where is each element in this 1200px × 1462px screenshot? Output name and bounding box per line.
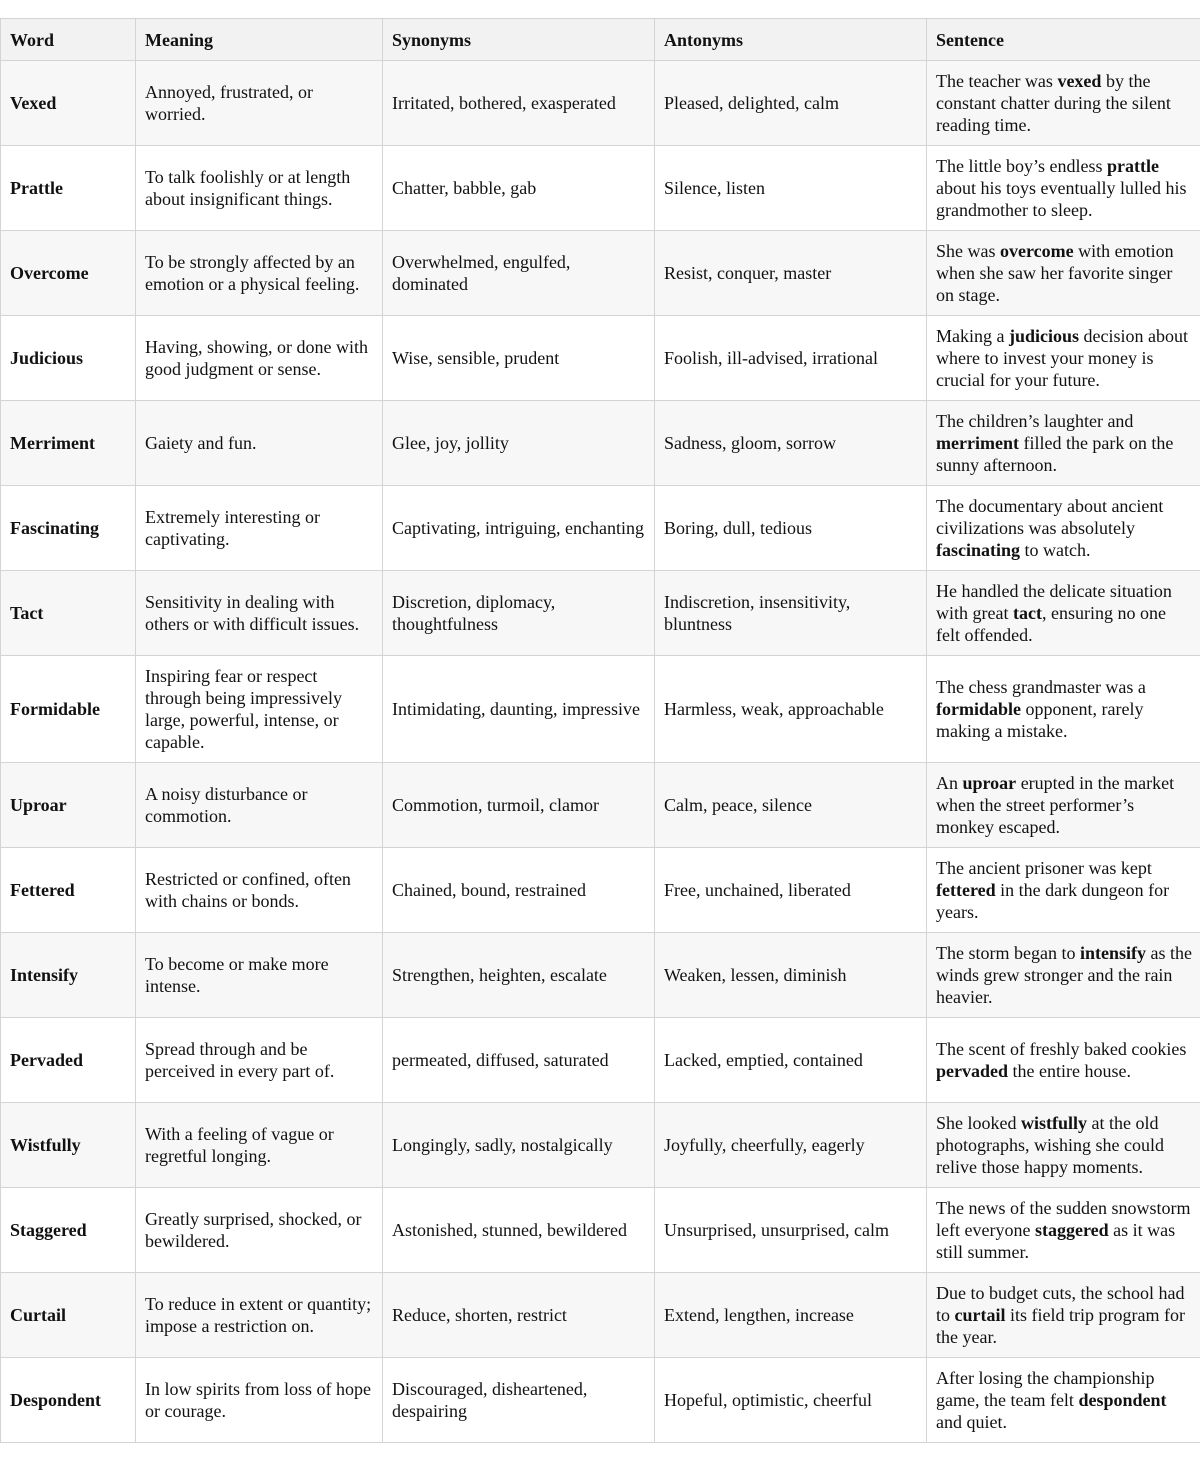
header-word: Word [1, 19, 136, 61]
sentence-text: The documentary about ancient civilizations was absolutely [936, 496, 1164, 538]
meaning-cell: Annoyed, frustrated, or worried. [136, 61, 383, 146]
sentence-cell [927, 401, 1200, 486]
table-row [1, 848, 1200, 933]
meaning-cell: Extremely interesting or captivating. [136, 486, 383, 571]
sentence-keyword: wistfully [1021, 1113, 1088, 1133]
meaning-cell: Greatly surprised, shocked, or bewildered. [136, 1188, 383, 1273]
word-cell: Tact [1, 571, 136, 656]
sentence-text: about his toys eventually lulled his grandmother to sleep. [936, 178, 1187, 220]
table-row [1, 231, 1200, 316]
sentence-text: The scent of freshly baked cookies [936, 1039, 1187, 1059]
sentence-keyword: curtail [954, 1305, 1006, 1325]
sentence-text: The little boy’s endless [936, 156, 1107, 176]
synonyms-cell: Wise, sensible, prudent [383, 316, 655, 401]
sentence-cell [927, 933, 1200, 1018]
word-cell: Curtail [1, 1273, 136, 1358]
table-row [1, 486, 1200, 571]
sentence-text: The storm began to [936, 943, 1080, 963]
word-cell: Prattle [1, 146, 136, 231]
table-row [1, 1273, 1200, 1358]
antonyms-cell: Calm, peace, silence [655, 763, 927, 848]
antonyms-cell: Extend, lengthen, increase [655, 1273, 927, 1358]
sentence-cell [927, 316, 1200, 401]
sentence-cell [927, 848, 1200, 933]
vocabulary-table-container [0, 18, 1200, 1443]
meaning-cell: A noisy disturbance or commotion. [136, 763, 383, 848]
sentence-cell [927, 1188, 1200, 1273]
synonyms-cell: Longingly, sadly, nostalgically [383, 1103, 655, 1188]
sentence-cell [927, 656, 1200, 763]
antonyms-cell: Free, unchained, liberated [655, 848, 927, 933]
table-row [1, 401, 1200, 486]
sentence-keyword: fascinating [936, 540, 1021, 560]
word-cell: Wistfully [1, 1103, 136, 1188]
table-row [1, 316, 1200, 401]
antonyms-cell: Hopeful, optimistic, cheerful [655, 1358, 927, 1443]
sentence-text: He handled the delicate situation with great [936, 581, 1172, 623]
sentence-text: as it was still summer. [936, 1220, 1176, 1262]
sentence-text: An [936, 773, 963, 793]
word-cell: Overcome [1, 231, 136, 316]
sentence-text: with emotion when she saw her favorite singer on stage. [936, 241, 1174, 305]
sentence-text: Due to budget cuts, the school had to [936, 1283, 1185, 1325]
sentence-text: at the old photographs, wishing she could relive those happy moments. [936, 1113, 1164, 1177]
antonyms-cell: Unsurprised, unsurprised, calm [655, 1188, 927, 1273]
sentence-keyword: tact [1012, 603, 1042, 623]
table-row [1, 1018, 1200, 1103]
synonyms-cell: Captivating, intriguing, enchanting [383, 486, 655, 571]
word-cell: Uproar [1, 763, 136, 848]
antonyms-cell: Boring, dull, tedious [655, 486, 927, 571]
synonyms-cell: Astonished, stunned, bewildered [383, 1188, 655, 1273]
sentence-keyword: pervaded [936, 1061, 1008, 1081]
word-cell: Formidable [1, 656, 136, 763]
sentence-text: , ensuring no one felt offended. [936, 603, 1166, 645]
table-body [1, 61, 1200, 1443]
sentence-cell [927, 231, 1200, 316]
antonyms-cell: Joyfully, cheerfully, eagerly [655, 1103, 927, 1188]
synonyms-cell: Discouraged, disheartened, despairing [383, 1358, 655, 1443]
sentence-text: decision about where to invest your money is crucial for your future. [936, 326, 1188, 390]
antonyms-cell: Foolish, ill-advised, irrational [655, 316, 927, 401]
sentence-cell [927, 1358, 1200, 1443]
meaning-cell: Having, showing, or done with good judgment or sense. [136, 316, 383, 401]
antonyms-cell: Silence, listen [655, 146, 927, 231]
word-cell: Despondent [1, 1358, 136, 1443]
table-row [1, 763, 1200, 848]
synonyms-cell: Chatter, babble, gab [383, 146, 655, 231]
header-meaning: Meaning [136, 19, 383, 61]
sentence-keyword: overcome [1000, 241, 1074, 261]
sentence-text: its field trip program for the year. [936, 1305, 1185, 1347]
sentence-keyword: fettered [936, 880, 996, 900]
sentence-text: and quiet. [936, 1412, 1007, 1432]
sentence-cell [927, 571, 1200, 656]
table-row [1, 571, 1200, 656]
synonyms-cell: Discretion, diplomacy, thoughtfulness [383, 571, 655, 656]
sentence-cell [927, 146, 1200, 231]
sentence-text: The children’s laughter and [936, 411, 1134, 431]
synonyms-cell: Strengthen, heighten, escalate [383, 933, 655, 1018]
antonyms-cell: Weaken, lessen, diminish [655, 933, 927, 1018]
word-cell: Judicious [1, 316, 136, 401]
sentence-text: as the winds grew stronger and the rain heavier. [936, 943, 1192, 1007]
sentence-text: The ancient prisoner was kept [936, 858, 1152, 878]
meaning-cell: In low spirits from loss of hope or courage. [136, 1358, 383, 1443]
synonyms-cell: Overwhelmed, engulfed, dominated [383, 231, 655, 316]
vocabulary-table [0, 18, 1200, 1443]
synonyms-cell: Commotion, turmoil, clamor [383, 763, 655, 848]
sentence-cell [927, 486, 1200, 571]
antonyms-cell: Indiscretion, insensitivity, bluntness [655, 571, 927, 656]
table-row [1, 146, 1200, 231]
antonyms-cell: Resist, conquer, master [655, 231, 927, 316]
synonyms-cell: Chained, bound, restrained [383, 848, 655, 933]
sentence-text: Making a [936, 326, 1009, 346]
sentence-keyword: uproar [962, 773, 1017, 793]
sentence-text: She was [936, 241, 1000, 261]
word-cell: Pervaded [1, 1018, 136, 1103]
meaning-cell: Sensitivity in dealing with others or with difficult issues. [136, 571, 383, 656]
sentence-cell [927, 1018, 1200, 1103]
antonyms-cell: Lacked, emptied, contained [655, 1018, 927, 1103]
meaning-cell: Inspiring fear or respect through being impressively large, powerful, intense, or capable. [136, 656, 383, 763]
word-cell: Staggered [1, 1188, 136, 1273]
sentence-cell [927, 763, 1200, 848]
meaning-cell: With a feeling of vague or regretful longing. [136, 1103, 383, 1188]
word-cell: Vexed [1, 61, 136, 146]
meaning-cell: Gaiety and fun. [136, 401, 383, 486]
sentence-text: to watch. [1020, 540, 1091, 560]
antonyms-cell: Pleased, delighted, calm [655, 61, 927, 146]
sentence-text: The news of the sudden snowstorm left everyone [936, 1198, 1191, 1240]
table-row [1, 1188, 1200, 1273]
word-cell: Fascinating [1, 486, 136, 571]
sentence-keyword: formidable [936, 699, 1021, 719]
sentence-cell [927, 1273, 1200, 1358]
meaning-cell: To be strongly affected by an emotion or a physical feeling. [136, 231, 383, 316]
sentence-keyword: vexed [1057, 71, 1102, 91]
word-cell: Merriment [1, 401, 136, 486]
sentence-text: the entire house. [1008, 1061, 1131, 1081]
header-sentence: Sentence [927, 19, 1200, 61]
sentence-cell [927, 1103, 1200, 1188]
synonyms-cell: Reduce, shorten, restrict [383, 1273, 655, 1358]
sentence-text: After losing the championship game, the team felt [936, 1368, 1155, 1410]
sentence-keyword: judicious [1008, 326, 1080, 346]
word-cell: Fettered [1, 848, 136, 933]
antonyms-cell: Harmless, weak, approachable [655, 656, 927, 763]
meaning-cell: To talk foolishly or at length about insignificant things. [136, 146, 383, 231]
word-cell: Intensify [1, 933, 136, 1018]
table-row [1, 656, 1200, 763]
sentence-keyword: staggered [1034, 1220, 1109, 1240]
sentence-keyword: merriment [936, 433, 1019, 453]
header-antonyms: Antonyms [655, 19, 927, 61]
meaning-cell: To become or make more intense. [136, 933, 383, 1018]
meaning-cell: To reduce in extent or quantity; impose a restriction on. [136, 1273, 383, 1358]
sentence-text: She looked [936, 1113, 1021, 1133]
table-row [1, 1358, 1200, 1443]
sentence-text: by the constant chatter during the silent reading time. [936, 71, 1171, 135]
synonyms-cell: Intimidating, daunting, impressive [383, 656, 655, 763]
sentence-keyword: intensify [1079, 943, 1146, 963]
synonyms-cell: Irritated, bothered, exasperated [383, 61, 655, 146]
table-header [1, 19, 1200, 61]
sentence-text: The teacher was [936, 71, 1058, 91]
synonyms-cell: permeated, diffused, saturated [383, 1018, 655, 1103]
synonyms-cell: Glee, joy, jollity [383, 401, 655, 486]
sentence-keyword: despondent [1078, 1390, 1167, 1410]
table-row [1, 933, 1200, 1018]
antonyms-cell: Sadness, gloom, sorrow [655, 401, 927, 486]
sentence-keyword: prattle [1106, 156, 1159, 176]
header-synonyms: Synonyms [383, 19, 655, 61]
meaning-cell: Restricted or confined, often with chains or bonds. [136, 848, 383, 933]
meaning-cell: Spread through and be perceived in every part of. [136, 1018, 383, 1103]
header-row [1, 19, 1200, 61]
sentence-text: in the dark dungeon for years. [936, 880, 1170, 922]
sentence-text: erupted in the market when the street performer’s monkey escaped. [936, 773, 1175, 837]
table-row [1, 61, 1200, 146]
table-row [1, 1103, 1200, 1188]
sentence-text: opponent, rarely making a mistake. [936, 699, 1144, 741]
sentence-text: The chess grandmaster was a [936, 677, 1146, 697]
sentence-text: filled the park on the sunny afternoon. [936, 433, 1174, 475]
sentence-cell [927, 61, 1200, 146]
